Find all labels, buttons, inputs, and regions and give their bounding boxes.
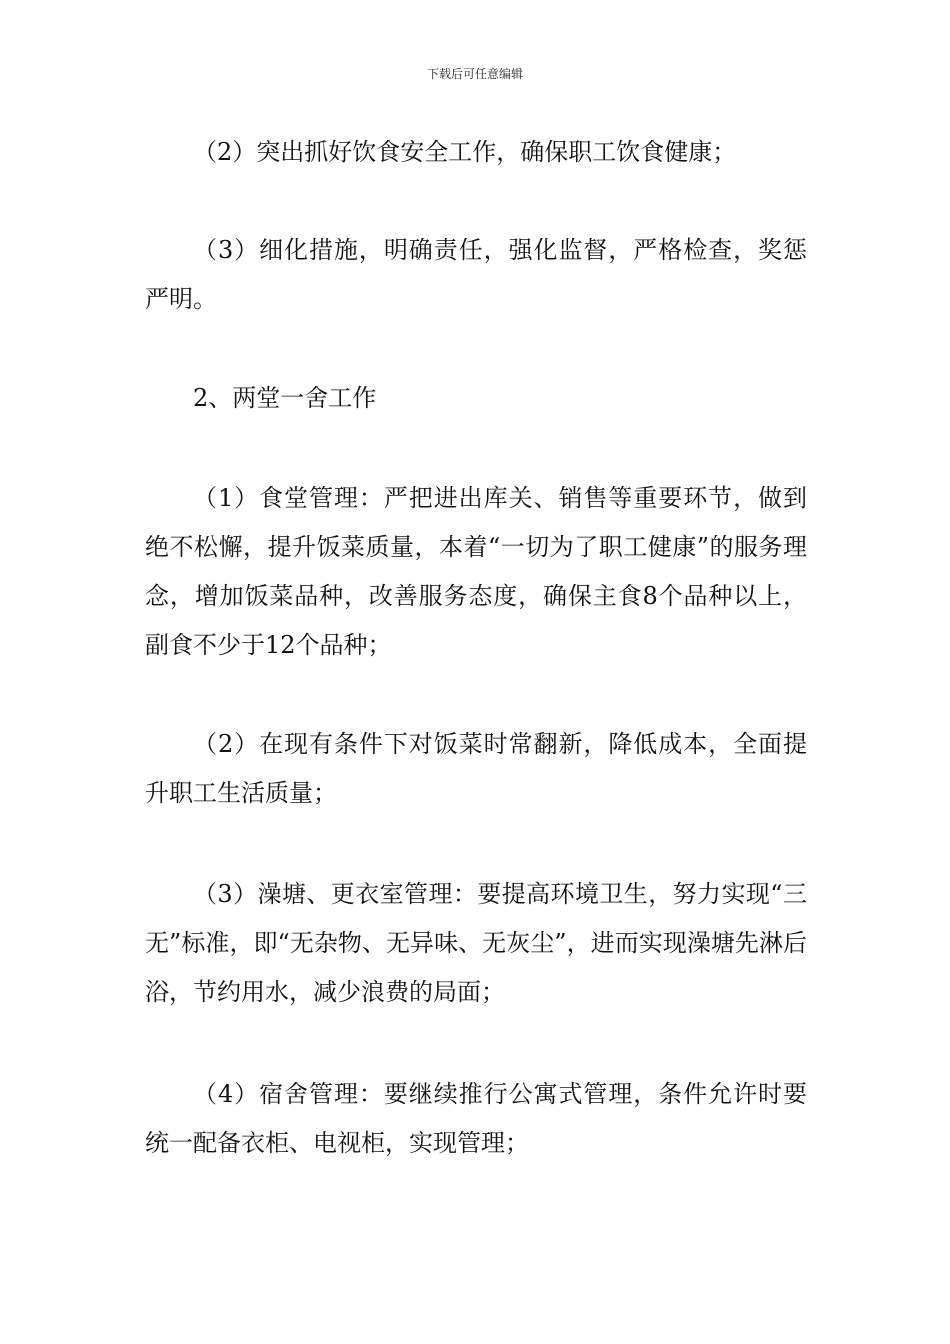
header-note: 下载后可任意编辑	[426, 67, 523, 81]
section-heading-two-halls: 2、两堂一舍工作	[193, 384, 377, 412]
paragraph-menu-renewal: （2）在现有条件下对饭菜时常翻新，降低成本，全面提升职工生活质量；	[145, 730, 807, 807]
paragraph-dormitory-management: （4）宿舍管理：要继续推行公寓式管理，条件允许时要统一配备衣柜、电视柜，实现管理；	[145, 1080, 807, 1157]
paragraph-measures: （3）细化措施，明确责任，强化监督，严格检查，奖惩严明。	[145, 236, 807, 313]
paragraph-bathhouse-management: （3）澡塘、更衣室管理：要提高环境卫生，努力实现“三无”标准，即“无杂物、无异味、无灰尘”，进而实现澡塘先淋后浴，节约用水，减少浪费的局面；	[145, 880, 807, 1006]
paragraph-food-safety: （2）突出抓好饮食安全工作，确保职工饮食健康；	[193, 138, 737, 166]
paragraph-canteen-management: （1）食堂管理：严把进出库关、销售等重要环节，做到绝不松懈，提升饭菜质量，本着“一切为了职工健康”的服务理念，增加饭菜品种，改善服务态度，确保主食8个品种以上，副食不少于12个品种；	[145, 484, 807, 659]
